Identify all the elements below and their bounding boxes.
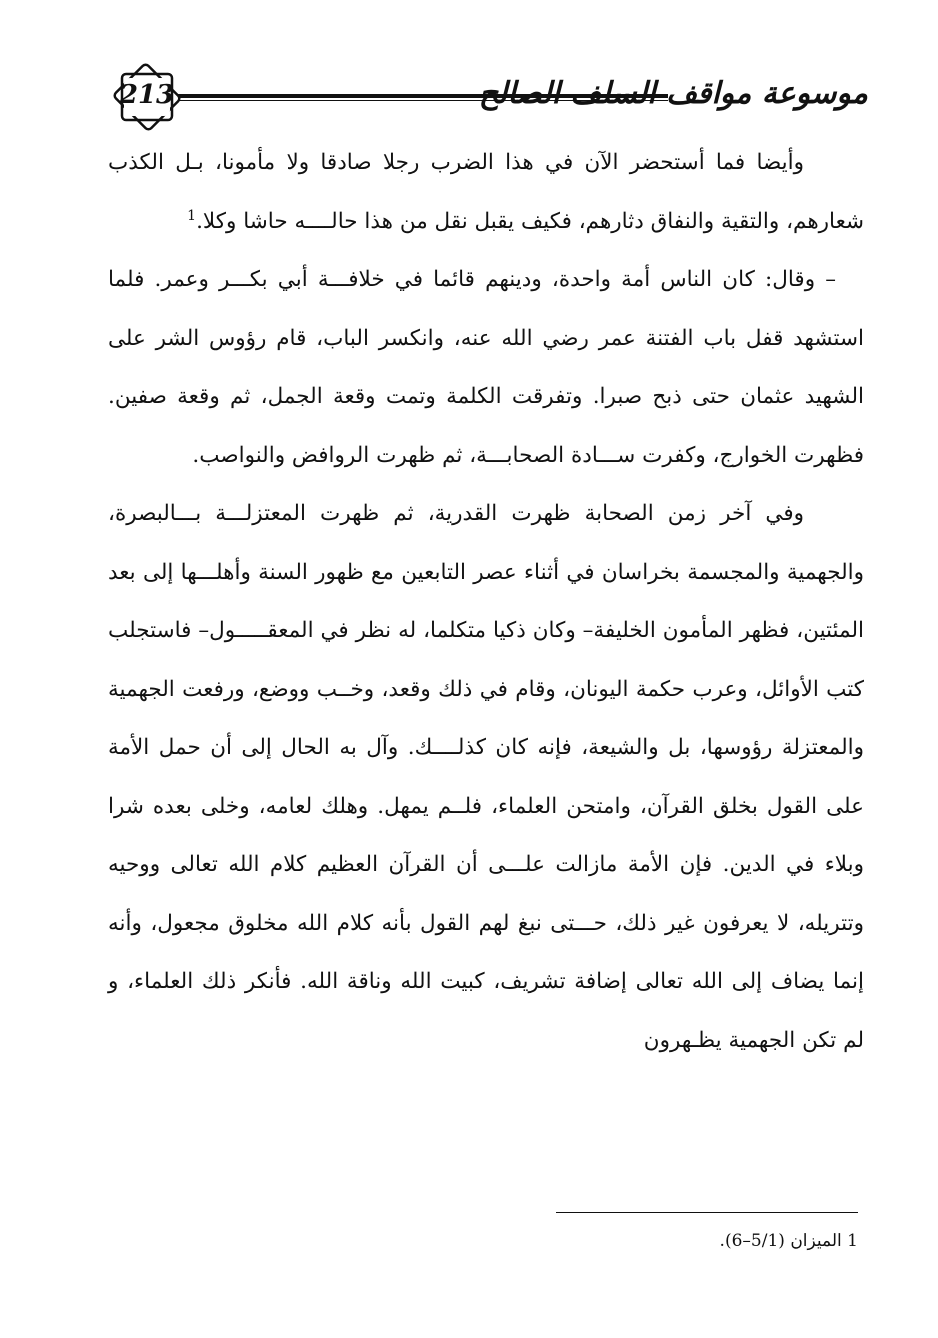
page-number: 213 <box>119 80 175 110</box>
paragraph-1-text: وأيضا فما أستحضر الآن في هذا الضرب رجلا صادقا ولا مأمونا، بـل الكذب شعارهم، والتقية والنفاق دثارهم، فكيف يقبل نقل من هذا حالــــه حاشا وكلا. <box>108 150 864 234</box>
footnote-divider <box>556 1212 858 1213</box>
page-body <box>108 134 864 1070</box>
paragraph-1 <box>108 134 864 251</box>
footnote: 1 الميزان (5/1–6). <box>719 1231 858 1251</box>
paragraph-3: وفي آخر زمن الصحابة ظهرت القدرية، ثم ظهرت المعتزلـــة بـــالبصرة، والجهمية والمجسمة بخراسان في أثناء عصر التابعين مع ظهور السنة وأهلـــها إلى بعد المئتين، فظهر المأمون الخليفة– وكان ذكيا متكلما، له نظر في المعقـــــول– فاستجلب كتب الأوائل، وعرب حكمة اليونان، وقام في ذلك وقعد، وخــب ووضع، ورفعت الجهمية والمعتزلة رؤوسها، بل والشيعة، فإنه كان كذلــــك. وآل به الحال إلى أن حمل الأمة على القول بخلق القرآن، وامتحن العلماء، فلــم يمهل. وهلك لعامه، وخلى بعده شرا وبلاء في الدين. فإن الأمة مازالت علـــى أن القرآن العظيم كلام الله تعالى ووحيه وتتريله، لا يعرفون غير ذلك، حـــتى نبغ لهم القول بأنه كلام الله مخلوق مجعول، وأنه إنما يضاف إلى الله تعالى إضافة تشريف، كبيت الله وناقة الله. فأنكر ذلك العلماء، و لم تكن الجهمية يظـهرون <box>108 501 864 1053</box>
page-number-badge <box>108 66 186 128</box>
running-title: موسوعة مواقف السلف الصالح <box>478 76 868 111</box>
page-header <box>108 66 868 128</box>
paragraph-2: – وقال: كان الناس أمة واحدة، ودينهم قائما في خلافـــة أبي بكـــر وعمر. فلما استشهد قفل باب الفتنة عمر رضي الله عنه، وانكسر الباب، قام رؤوس الشر على الشهيد عثمان حتى ذبح صبرا. وتفرقت الكلمة وتمت وقعة الجمل، ثم وقعة صفين. فظهرت الخوارج، وكفرت ســـادة الصحابـــة، ثم ظهرت الروافض والنواصب. <box>108 267 864 468</box>
footnote-reference: 1 <box>187 207 197 224</box>
